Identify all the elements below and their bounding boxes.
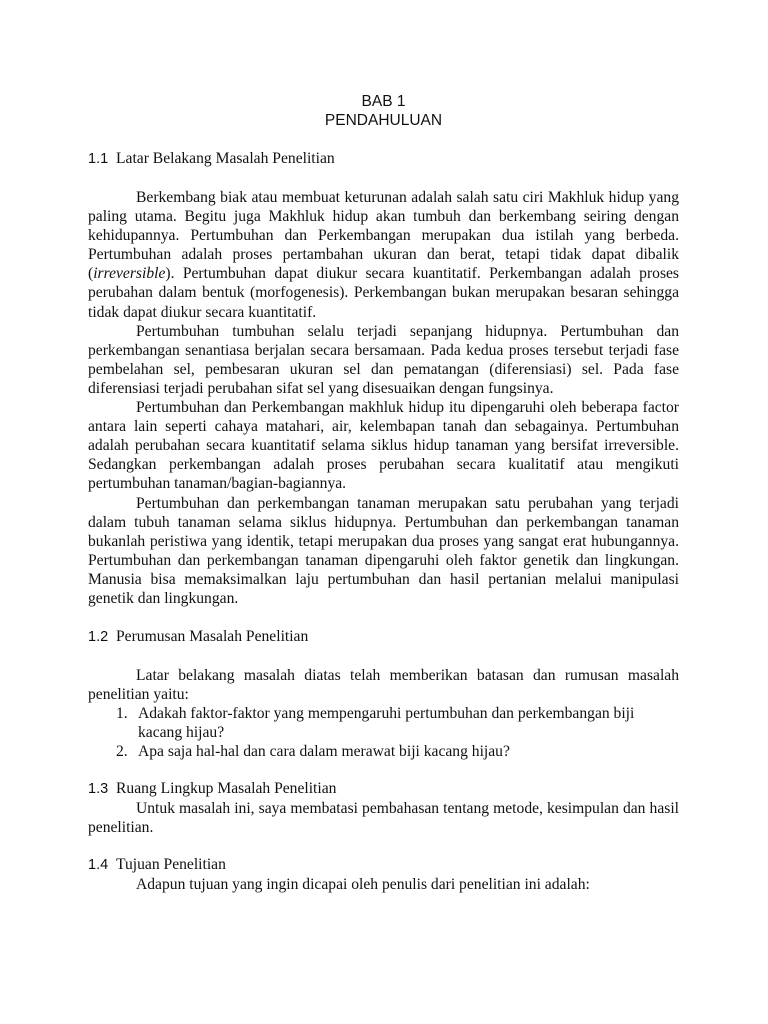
section-number: 1.4 (88, 856, 109, 873)
section-number: 1.3 (88, 780, 109, 797)
paragraph: Pertumbuhan tumbuhan selalu terjadi sepanjang hidupnya. Pertumbuhan dan perkembangan senantiasa berjalan secara bersamaan. Pada kedua proses tersebut terjadi fase pembelahan sel, pembesaran ukuran sel dan pematangan (diferensiasi) sel. Pada fase diferensiasi terjadi perubahan sifat sel yang disesuaikan dengan fungsinya. (88, 322, 679, 397)
list-item (88, 704, 679, 742)
paragraph: Pertumbuhan dan Perkembangan makhluk hidup itu dipengaruhi oleh beberapa factor antara lain seperti cahaya matahari, air, kelembapan tanah dan sebagainya. Pertumbuhan adalah perubahan secara kuantitatif selama siklus hidup tanaman yang bersifat irreversible. Sedangkan perkembangan adalah proses perubahan secara kualitatif atau mengikuti pertumbuhan tanaman/bagian-bagiannya. (88, 399, 679, 493)
paragraph: Pertumbuhan dan perkembangan tanaman merupakan satu perubahan yang terjadi dalam tubuh tanaman selama siklus hidupnya. Pertumbuhan dan perkembangan tanaman bukanlah peristiwa yang identik, tetapi merupakan dua proses yang sangat erat hubungannya. Pertumbuhan dan perkembangan tanaman dipengaruhi oleh faktor genetik dan lingkungan. Manusia bisa memaksimalkan laju pertumbuhan dan hasil pertanian melalui manipulasi genetik dan lingkungan. (88, 494, 679, 607)
paragraph-text: Berkembang biak atau membuat keturunan adalah salah satu ciri Makhluk hidup yang paling utama. Begitu juga Makhluk hidup akan tumbuh dan berkembang seiring dengan kehidupannya. Pertumbuhan dan Perkembangan merupakan dua istilah yang berbeda. Pertumbuhan adalah proses pertambahan ukuran dan berat, tetapi tidak dapat dibalik ( (88, 189, 679, 283)
section-heading-1-2 (88, 627, 679, 647)
italic-term: irreversible (93, 265, 166, 283)
list-marker: 1. (116, 705, 128, 723)
document-body (88, 92, 679, 894)
chapter-title: PENDAHULUAN (324, 112, 443, 129)
section-title-text: Ruang Lingkup Masalah Penelitian (116, 779, 337, 797)
section-number: 1.2 (88, 629, 109, 646)
paragraph (88, 188, 679, 322)
section-heading-1-1 (88, 149, 679, 169)
chapter-number: BAB 1 (361, 93, 406, 110)
list-marker: 2. (116, 743, 128, 761)
paragraph: Latar belakang masalah diatas telah memberikan batasan dan rumusan masalah penelitian yaitu: (88, 667, 679, 704)
paragraph-text: ). Pertumbuhan dapat diukur secara kuantitatif. Perkembangan adalah proses perubahan dalam bentuk (morfogenesis). Perkembangan bukan merupakan besaran sehingga tidak dapat diukur secara kuantitatif. (88, 265, 679, 321)
section-heading-1-3 (88, 779, 679, 799)
research-questions-list (88, 704, 679, 761)
section-heading-1-4 (88, 855, 679, 875)
list-item-text: Adakah faktor-faktor yang mempengaruhi pertumbuhan dan perkembangan biji kacang hijau? (138, 705, 635, 742)
list-item (88, 742, 679, 761)
section-title-text: Latar Belakang Masalah Penelitian (116, 150, 335, 167)
section-title-text: Perumusan Masalah Penelitian (116, 628, 309, 646)
paragraph: Untuk masalah ini, saya membatasi pembahasan tentang metode, kesimpulan dan hasil penelitian. (88, 799, 679, 836)
paragraph: Adapun tujuan yang ingin dicapai oleh penulis dari penelitian ini adalah: (136, 875, 590, 893)
section-title-text: Tujuan Penelitian (116, 855, 226, 873)
list-item-text: Apa saja hal-hal dan cara dalam merawat biji kacang hijau? (138, 743, 510, 761)
section-number: 1.1 (88, 151, 109, 167)
